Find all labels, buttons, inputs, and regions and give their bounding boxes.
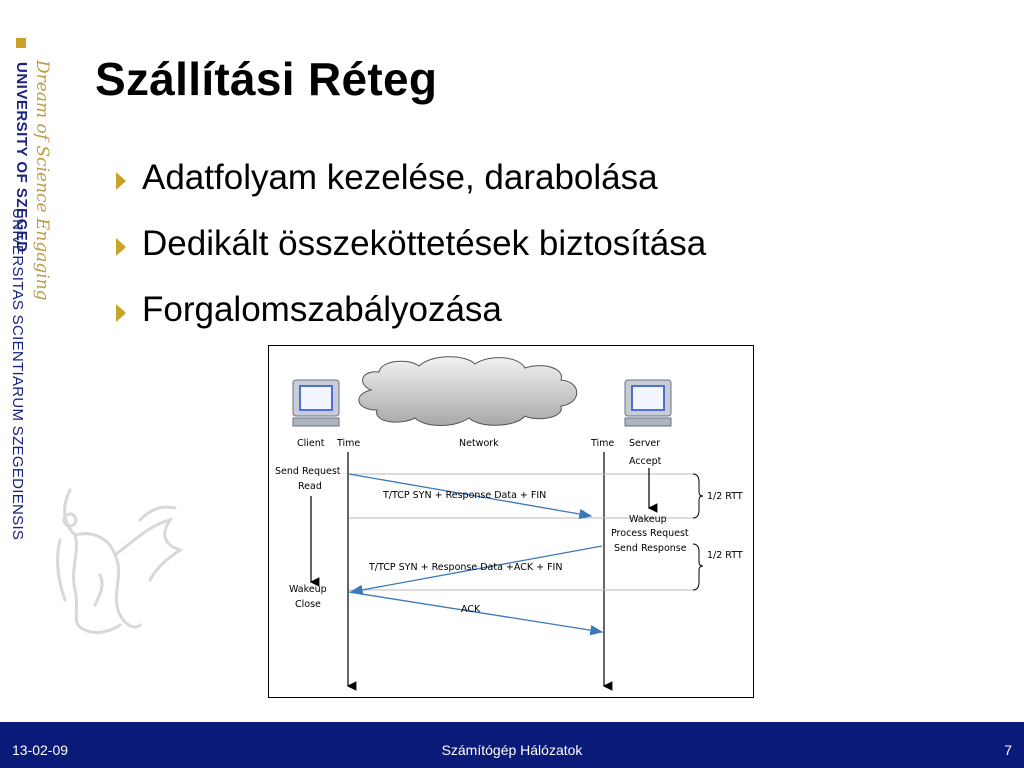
bullet-list <box>110 160 706 358</box>
rtt-brace-2 <box>693 544 703 590</box>
bullet-text: Dedikált összeköttetések biztosítása <box>142 224 707 263</box>
university-motto: Dream of Science Engaging <box>32 60 52 301</box>
bullet-text: Adatfolyam kezelése, darabolása <box>142 158 658 197</box>
page-number: 7 <box>1004 742 1012 758</box>
network-label: Network <box>459 438 499 449</box>
client-computer-icon <box>293 380 339 426</box>
send-response-label: Send Response <box>614 543 687 554</box>
slide-title: Szállítási Réteg <box>95 53 438 105</box>
close-label: Close <box>295 599 321 610</box>
griffin-watermark-icon <box>40 480 190 640</box>
message-label-1: T/TCP SYN + Response Data + FIN <box>383 490 547 501</box>
network-cloud-icon <box>359 357 577 426</box>
client-wakeup-label: Wakeup <box>289 584 327 595</box>
ttcp-sequence-diagram <box>268 345 754 698</box>
process-request-label: Process Request <box>611 528 689 539</box>
bullet-arrow-icon <box>114 170 128 192</box>
message-label-2: T/TCP SYN + Response Data +ACK + FIN <box>369 562 563 573</box>
bullet-arrow-icon <box>114 302 128 324</box>
server-time-label: Time <box>591 438 615 449</box>
rtt-label-2: 1/2 RTT <box>707 550 743 561</box>
bullet-item <box>110 226 706 292</box>
bullet-arrow-icon <box>114 236 128 258</box>
footer-title: Számítógép Hálózatok <box>441 742 583 758</box>
university-name: UNIVERSITY OF SZEGED <box>13 62 30 253</box>
accept-label: Accept <box>629 456 662 467</box>
client-time-label: Time <box>337 438 361 449</box>
footer-bar <box>0 722 1024 768</box>
read-label: Read <box>298 481 322 492</box>
university-latin-name: UNIVERSITAS SCIENTIARUM SZEGEDIENSIS <box>9 208 26 541</box>
rtt-label-1: 1/2 RTT <box>707 491 743 502</box>
message-label-3: ACK <box>461 604 481 615</box>
send-request-label: Send Request <box>275 466 341 477</box>
client-label: Client <box>297 438 325 449</box>
server-label: Server <box>629 438 661 449</box>
footer-date: 13-02-09 <box>12 742 69 758</box>
server-computer-icon <box>625 380 671 426</box>
server-wakeup-label: Wakeup <box>629 514 667 525</box>
diagram-canvas <box>269 346 755 699</box>
bullet-item <box>110 160 706 226</box>
bullet-text: Forgalomszabályozása <box>142 290 502 329</box>
rtt-brace-1 <box>693 474 703 518</box>
gold-square-bullet <box>16 38 26 48</box>
